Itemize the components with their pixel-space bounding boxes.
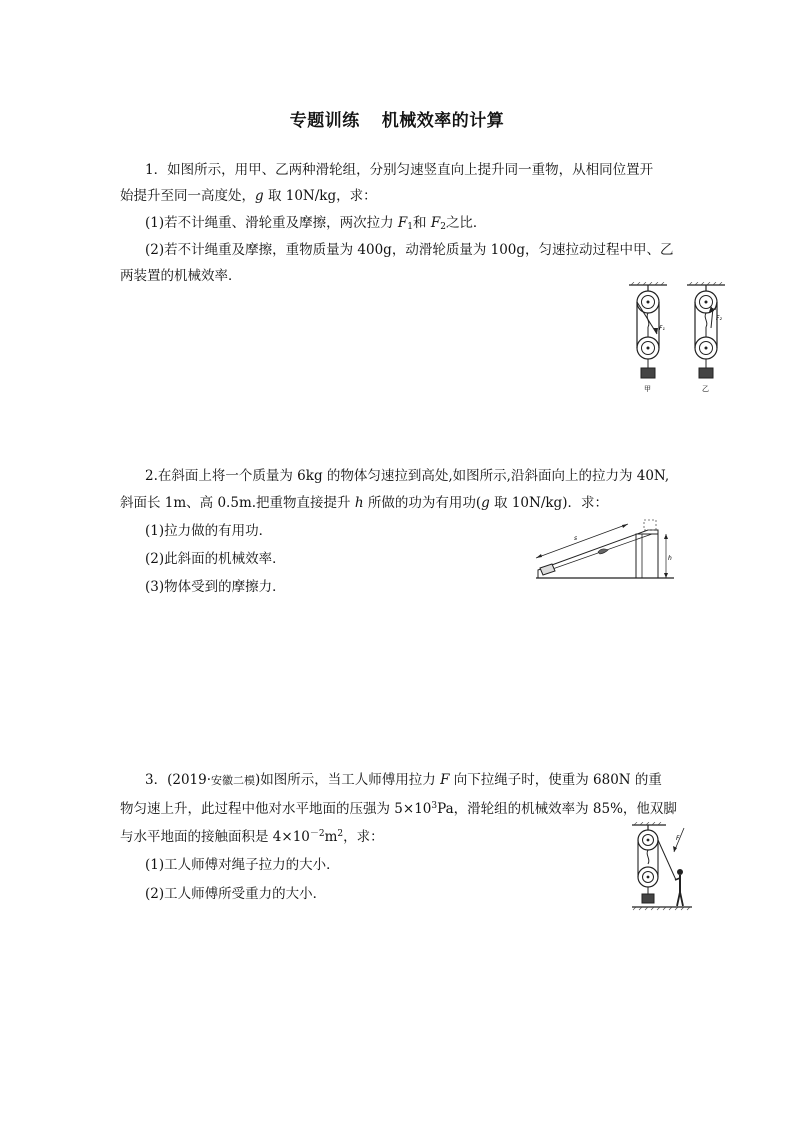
svg-text:甲: 甲 [644, 385, 651, 393]
page-title [0, 106, 794, 131]
q2-incline-figure [528, 510, 676, 582]
q2-sub3: (3)物体受到的摩擦力． [145, 579, 286, 595]
svg-text:F₁: F₁ [659, 325, 665, 332]
svg-text:h: h [668, 555, 672, 562]
q3-sub2: (2)工人师傅所受重力的大小． [145, 886, 327, 902]
svg-text:乙: 乙 [702, 385, 709, 393]
q2-line2: 斜面长 1m、高 0.5m.把重物直接提升 h 所做的功为有用功(g 取 10N/kg)．求： [120, 495, 608, 511]
q3-worker-pulley-figure [628, 822, 696, 912]
q3-line3: 与水平地面的接触面积是 $4\times 10^{-2}m^2$，求： [120, 829, 384, 845]
title-part2: 机械效率的计算 [381, 111, 505, 131]
svg-text:s: s [574, 535, 578, 542]
q3-line1: 3．(2019·安徽二模)如图所示，当工人师傅用拉力 F 向下拉绳子时，使重为 680N 的重 [145, 772, 662, 788]
q1-sub1: (1)若不计绳重、滑轮重及摩擦，两次拉力 $F_1$和 $F_2$之比． [145, 215, 487, 232]
q1-line2: 始提升至同一高度处，g 取 10N/kg，求： [120, 188, 377, 204]
q3-line2: 物匀速上升，此过程中他对水平地面的压强为 $5\times 10^3Pa$，滑轮组的机械效率为 85%，他双脚 [120, 801, 677, 817]
svg-text:F: F [676, 835, 680, 842]
q1-sub2-line1: (2)若不计绳重及摩擦，重物质量为 400g，动滑轮质量为 100g，匀速拉动过程中甲、乙 [145, 242, 674, 258]
q1-line1: 1．如图所示，用甲、乙两种滑轮组，分别匀速竖直向上提升同一重物，从相同位置开 [145, 162, 654, 178]
q2-sub2: (2)此斜面的机械效率． [145, 551, 286, 567]
q1-sub2-line2: 两装置的机械效率． [120, 268, 242, 284]
q3-sub1: (1)工人师傅对绳子拉力的大小． [145, 857, 340, 873]
title-part1: 专题训练 [289, 111, 360, 131]
q1-pulley-figure [625, 282, 730, 398]
q2-sub1: (1)拉力做的有用功． [145, 523, 273, 539]
q2-line1: 2.在斜面上将一个质量为 6kg 的物体匀速拉到高处,如图所示,沿斜面向上的拉力为 40N, [145, 468, 670, 484]
svg-text:F₂: F₂ [716, 315, 722, 322]
